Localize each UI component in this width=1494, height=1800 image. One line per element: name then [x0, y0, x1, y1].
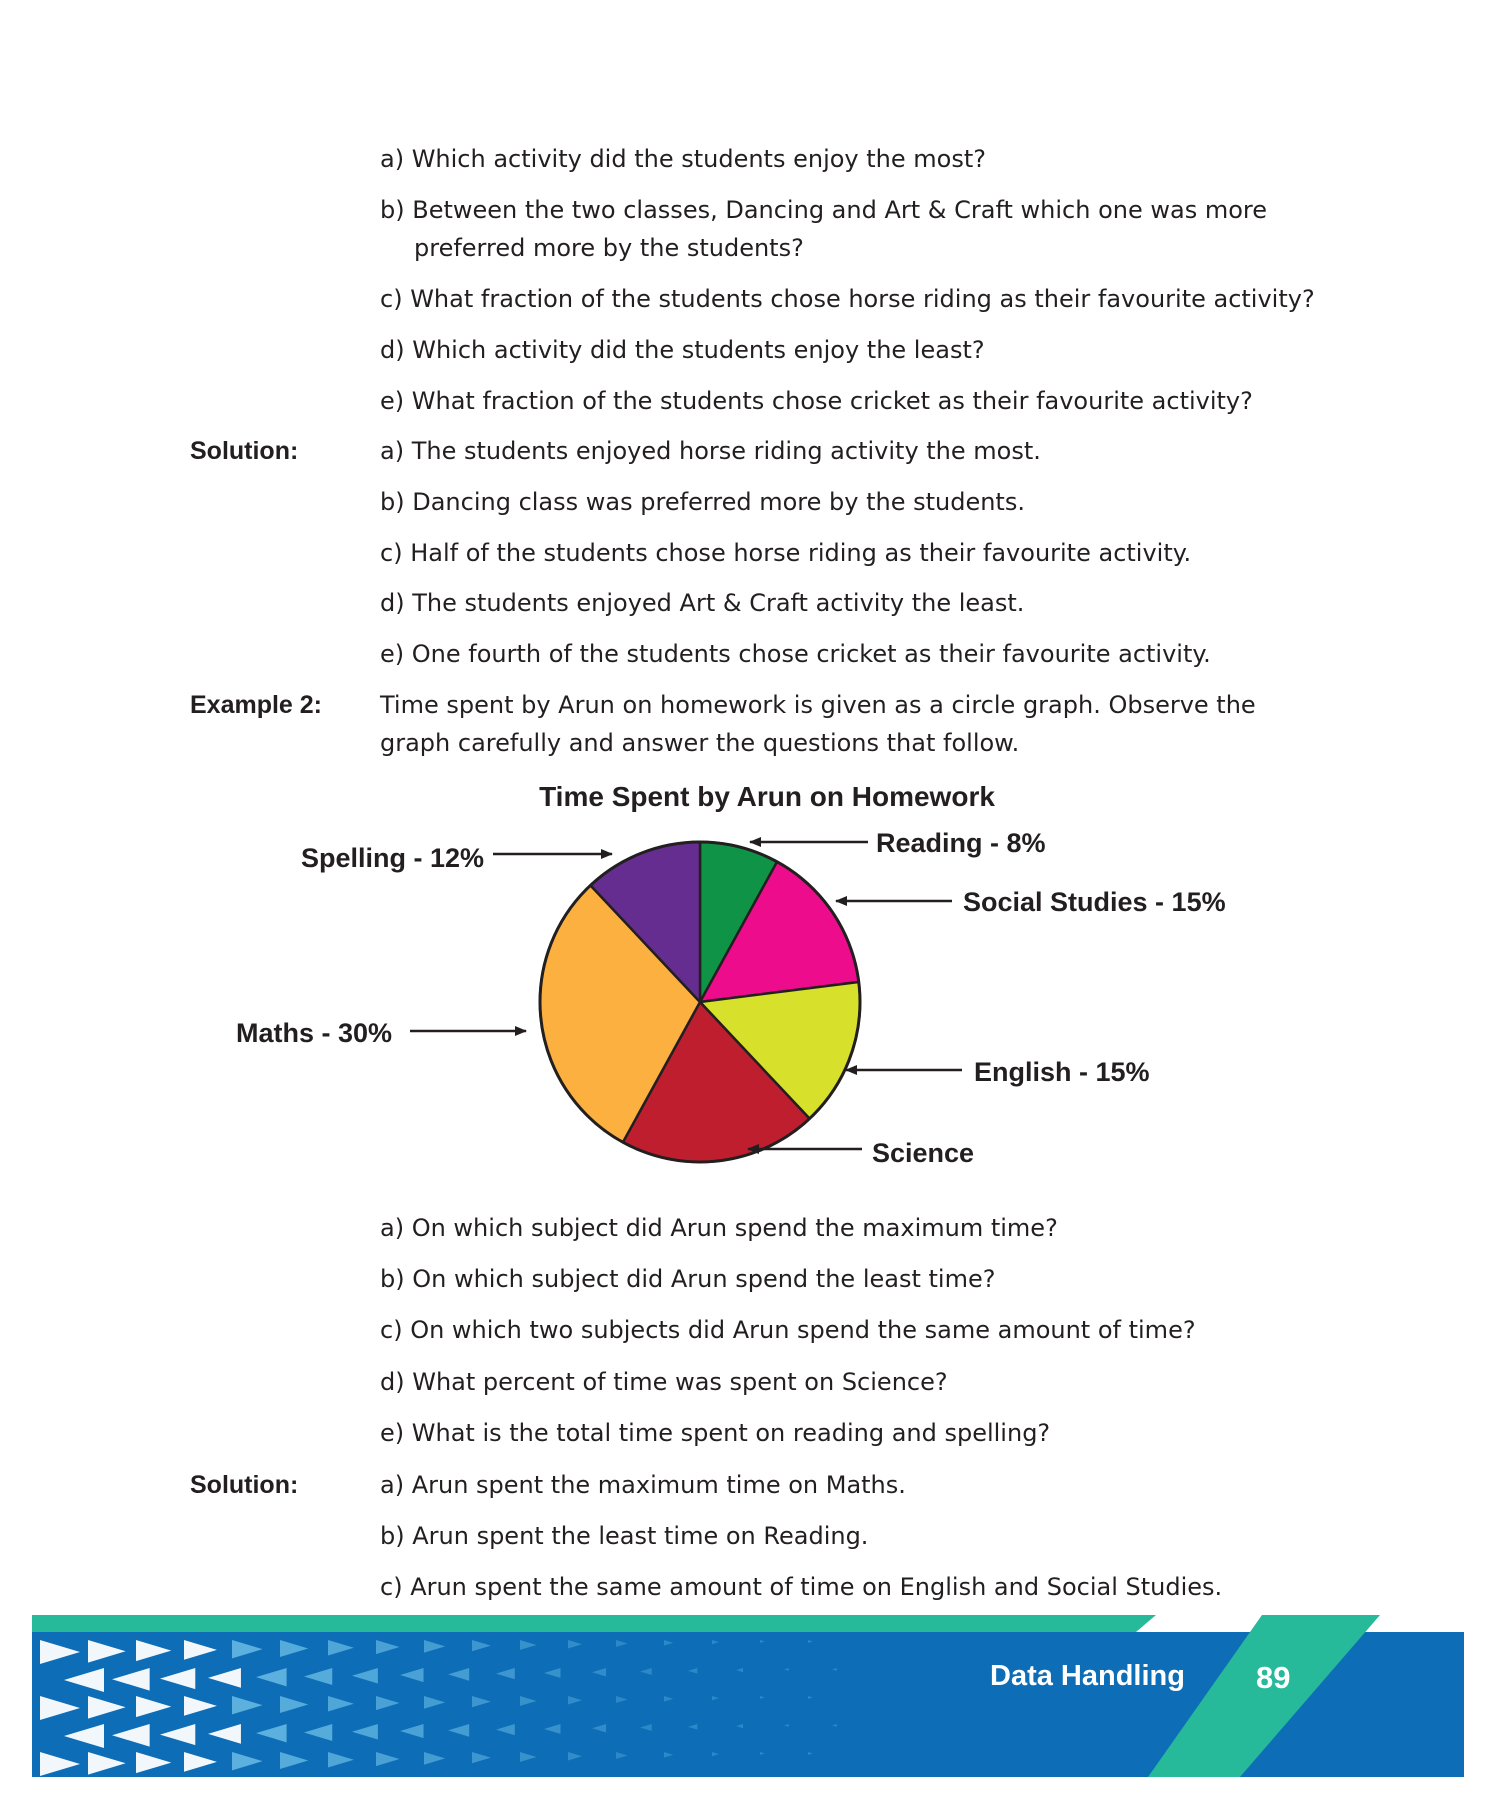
- solution-d: d) The students enjoyed Art & Craft activity the least.: [380, 589, 1025, 617]
- reading-label: Reading - 8%: [876, 828, 1046, 858]
- question-b-continued: preferred more by the students?: [414, 234, 804, 262]
- question2-e: e) What is the total time spent on reading and spelling?: [380, 1419, 1051, 1447]
- question2-d: d) What percent of time was spent on Science?: [380, 1368, 948, 1396]
- footer-teal-stripe: [32, 1615, 1156, 1632]
- maths-label: Maths - 30%: [236, 1018, 393, 1048]
- example-label: Example 2:: [190, 691, 323, 719]
- question-a: a) Which activity did the students enjoy the most?: [380, 145, 986, 173]
- solution-label: Solution:: [190, 437, 299, 465]
- solution-b: b) Dancing class was preferred more by the students.: [380, 488, 1025, 516]
- pie-slices: [540, 842, 860, 1162]
- example-text-line2: graph carefully and answer the questions that follow.: [380, 729, 1020, 757]
- solution2-label: Solution:: [190, 1471, 299, 1499]
- solution-a: a) The students enjoyed horse riding activity the most.: [380, 437, 1041, 465]
- spelling-label: Spelling - 12%: [301, 843, 485, 873]
- solution2-b: b) Arun spent the least time on Reading.: [380, 1522, 869, 1550]
- page-number: 89: [1256, 1660, 1291, 1695]
- science-label: Science: [872, 1138, 975, 1168]
- chart-title: Time Spent by Arun on Homework: [539, 781, 995, 812]
- question-c: c) What fraction of the students chose horse riding as their favourite activity?: [380, 285, 1315, 313]
- solution-e: e) One fourth of the students chose cricket as their favourite activity.: [380, 640, 1211, 668]
- question2-a: a) On which subject did Arun spend the maximum time?: [380, 1214, 1058, 1242]
- page-footer: [0, 1600, 1494, 1800]
- pie-chart: [0, 760, 1494, 1180]
- question2-b: b) On which subject did Arun spend the least time?: [380, 1265, 996, 1293]
- social-studies-label: Social Studies - 15%: [963, 887, 1226, 917]
- question-e: e) What fraction of the students chose cricket as their favourite activity?: [380, 387, 1253, 415]
- question-b: b) Between the two classes, Dancing and Art & Craft which one was more: [380, 196, 1267, 224]
- question-d: d) Which activity did the students enjoy the least?: [380, 336, 985, 364]
- question2-c: c) On which two subjects did Arun spend the same amount of time?: [380, 1316, 1196, 1344]
- chapter-title: Data Handling: [990, 1660, 1185, 1692]
- english-label: English - 15%: [974, 1057, 1150, 1087]
- solution-c: c) Half of the students chose horse riding as their favourite activity.: [380, 539, 1192, 567]
- solution2-a: a) Arun spent the maximum time on Maths.: [380, 1471, 906, 1499]
- solution2-c: c) Arun spent the same amount of time on English and Social Studies.: [380, 1573, 1223, 1601]
- example-text-line1: Time spent by Arun on homework is given as a circle graph. Observe the: [380, 691, 1256, 719]
